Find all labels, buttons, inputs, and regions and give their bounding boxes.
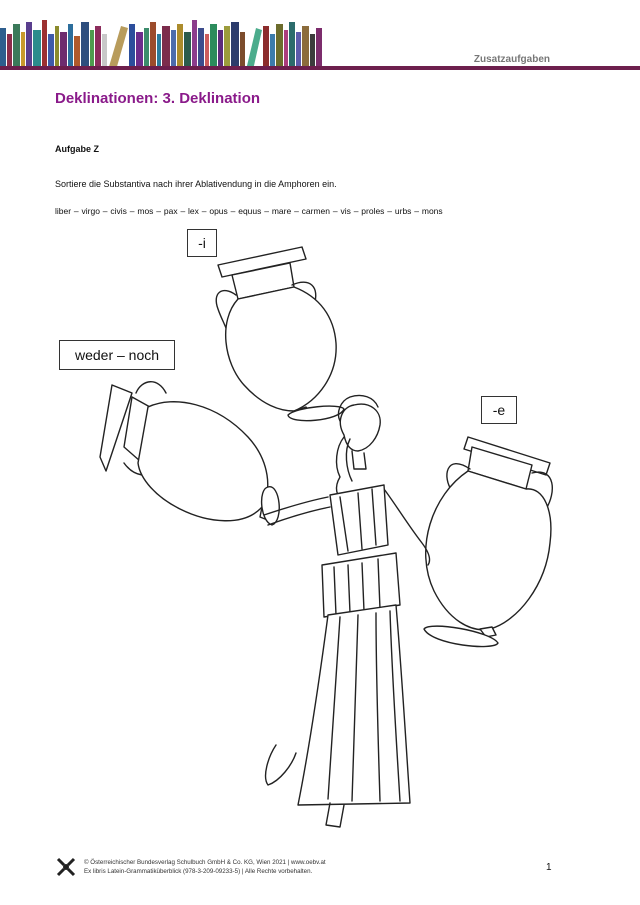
task-label: Aufgabe Z <box>55 144 99 154</box>
footer-line-2: Ex libris Latein-Grammatiküberblick (978-3-209-09233-5) | Alle Rechte vorbehalten. <box>84 868 313 875</box>
publisher-logo <box>55 856 77 878</box>
amphora-label-top: -i <box>187 229 217 257</box>
header-section-label: Zusatzaufgaben <box>473 54 550 65</box>
page-title: Deklinationen: 3. Deklination <box>55 90 261 107</box>
word-list: liber – virgo – civis – mos – pax – lex – opus – equus – mare – carmen – vis – proles – urbs – mons <box>55 206 443 216</box>
amphora-label-left: weder – noch <box>59 340 175 370</box>
book-spines-banner <box>0 14 330 70</box>
footer-copyright <box>84 858 326 876</box>
header-rule <box>0 66 640 70</box>
page-number: 1 <box>546 862 552 873</box>
amphora-label-right: -e <box>481 396 517 424</box>
amphora-illustration <box>40 225 600 835</box>
footer-line-1: © Österreichischer Bundesverlag Schulbuch GmbH & Co. KG, Wien 2021 | www.oebv.at <box>84 859 326 866</box>
amphora-left <box>100 382 279 525</box>
female-figure <box>264 395 430 827</box>
amphora-top <box>216 247 344 421</box>
amphora-right <box>424 437 552 647</box>
task-instruction: Sortiere die Substantiva nach ihrer Ablativendung in die Amphoren ein. <box>55 179 337 189</box>
